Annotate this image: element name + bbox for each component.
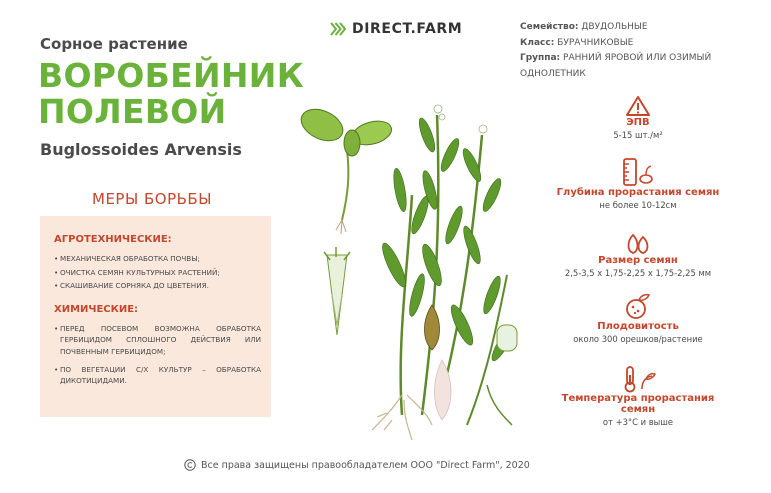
logo-text: DIRECT.FARM	[352, 21, 463, 37]
depth-ruler-icon	[618, 157, 658, 187]
title-line-2: ПОЛЕВОЙ	[38, 92, 227, 131]
seedling-drawing	[296, 103, 394, 234]
property-epv	[548, 95, 728, 140]
taxonomy-group: Группа: РАННИЙ ЯРОВОЙ ИЛИ ОЗИМЫЙ ОДНОЛЕТНИК	[520, 53, 712, 79]
list-item: • МЕХАНИЧЕСКАЯ ОБРАБОТКА ПОЧВЫ;	[54, 253, 261, 265]
footer-copyright	[184, 459, 530, 471]
direct-farm-chevrons-icon	[330, 22, 346, 36]
seeds-icon	[623, 233, 653, 255]
warning-icon	[625, 95, 651, 117]
taxonomy-family: Семейство: ДВУДОЛЬНЫЕ	[520, 22, 648, 32]
property-value: не более 10-12см	[599, 200, 677, 210]
property-value: 2,5-3,5 х 1,75-2,25 х 1,75-2,25 мм	[564, 268, 712, 278]
agrotechnical-heading: АГРОТЕХНИЧЕСКИЕ:	[54, 234, 172, 245]
latin-name: Buglossoides Arvensis	[40, 140, 242, 159]
agrotechnical-list	[54, 253, 261, 292]
list-item: • ОЧИСТКА СЕМЯН КУЛЬТУРНЫХ РАСТЕНИЙ;	[54, 267, 261, 279]
property-fertility	[548, 291, 728, 344]
property-name: Температура прорастания семян	[561, 393, 715, 415]
property-name: Плодовитость	[597, 321, 679, 332]
flower-detail-drawing	[324, 247, 350, 335]
taxonomy-block	[520, 20, 760, 82]
title-line-1: ВОРОБЕЙНИК	[38, 56, 304, 95]
property-temperature	[548, 365, 728, 427]
property-name: Размер семян	[598, 255, 678, 266]
chemical-heading: ХИМИЧЕСКИЕ:	[54, 303, 139, 315]
chemical-list	[54, 323, 261, 387]
seed-detail-drawing	[425, 305, 518, 425]
list-item: • СКАШИВАНИЕ СОРНЯКА ДО ЦВЕТЕНИЯ.	[54, 280, 261, 292]
direct-farm-logo[interactable]	[330, 21, 462, 37]
property-seed-size	[548, 233, 728, 278]
property-value: от +3°С и выше	[602, 417, 674, 427]
taxonomy-class: Класс: БУРАЧНИКОВЫЕ	[520, 37, 634, 48]
control-measures-box	[40, 216, 271, 417]
page-title	[38, 58, 304, 130]
property-value: около 300 орешков/растение	[573, 334, 703, 344]
plant-illustration	[292, 95, 542, 445]
property-depth	[548, 157, 728, 210]
list-item: • ПЕРЕД ПОСЕВОМ ВОЗМОЖНА ОБРАБОТКА ГЕРБИЦИДОМ СПЛОШНОГО ДЕЙСТВИЯ ИЛИ ПОЧВЕННЫМ ГЕРБИЦИДОМ;	[54, 323, 261, 358]
page-subtitle: Сорное растение	[40, 35, 188, 53]
thermometer-icon	[618, 365, 658, 393]
property-name: Глубина прорастания семян	[556, 187, 720, 198]
fertility-fruit-icon	[623, 291, 653, 321]
property-value: 5-15 шт./м²	[613, 130, 663, 140]
property-name: ЭПВ	[626, 117, 650, 128]
footer-text: Все права защищены правообладателем ООО "Direct Farm", 2020	[201, 459, 530, 471]
control-measures-title: МЕРЫ БОРЬБЫ	[92, 190, 212, 208]
list-item: • ПО ВЕГЕТАЦИИ С/Х КУЛЬТУР – ОБРАБОТКА ДИКОТИЦИДАМИ.	[54, 364, 261, 387]
copyright-icon	[184, 459, 196, 471]
